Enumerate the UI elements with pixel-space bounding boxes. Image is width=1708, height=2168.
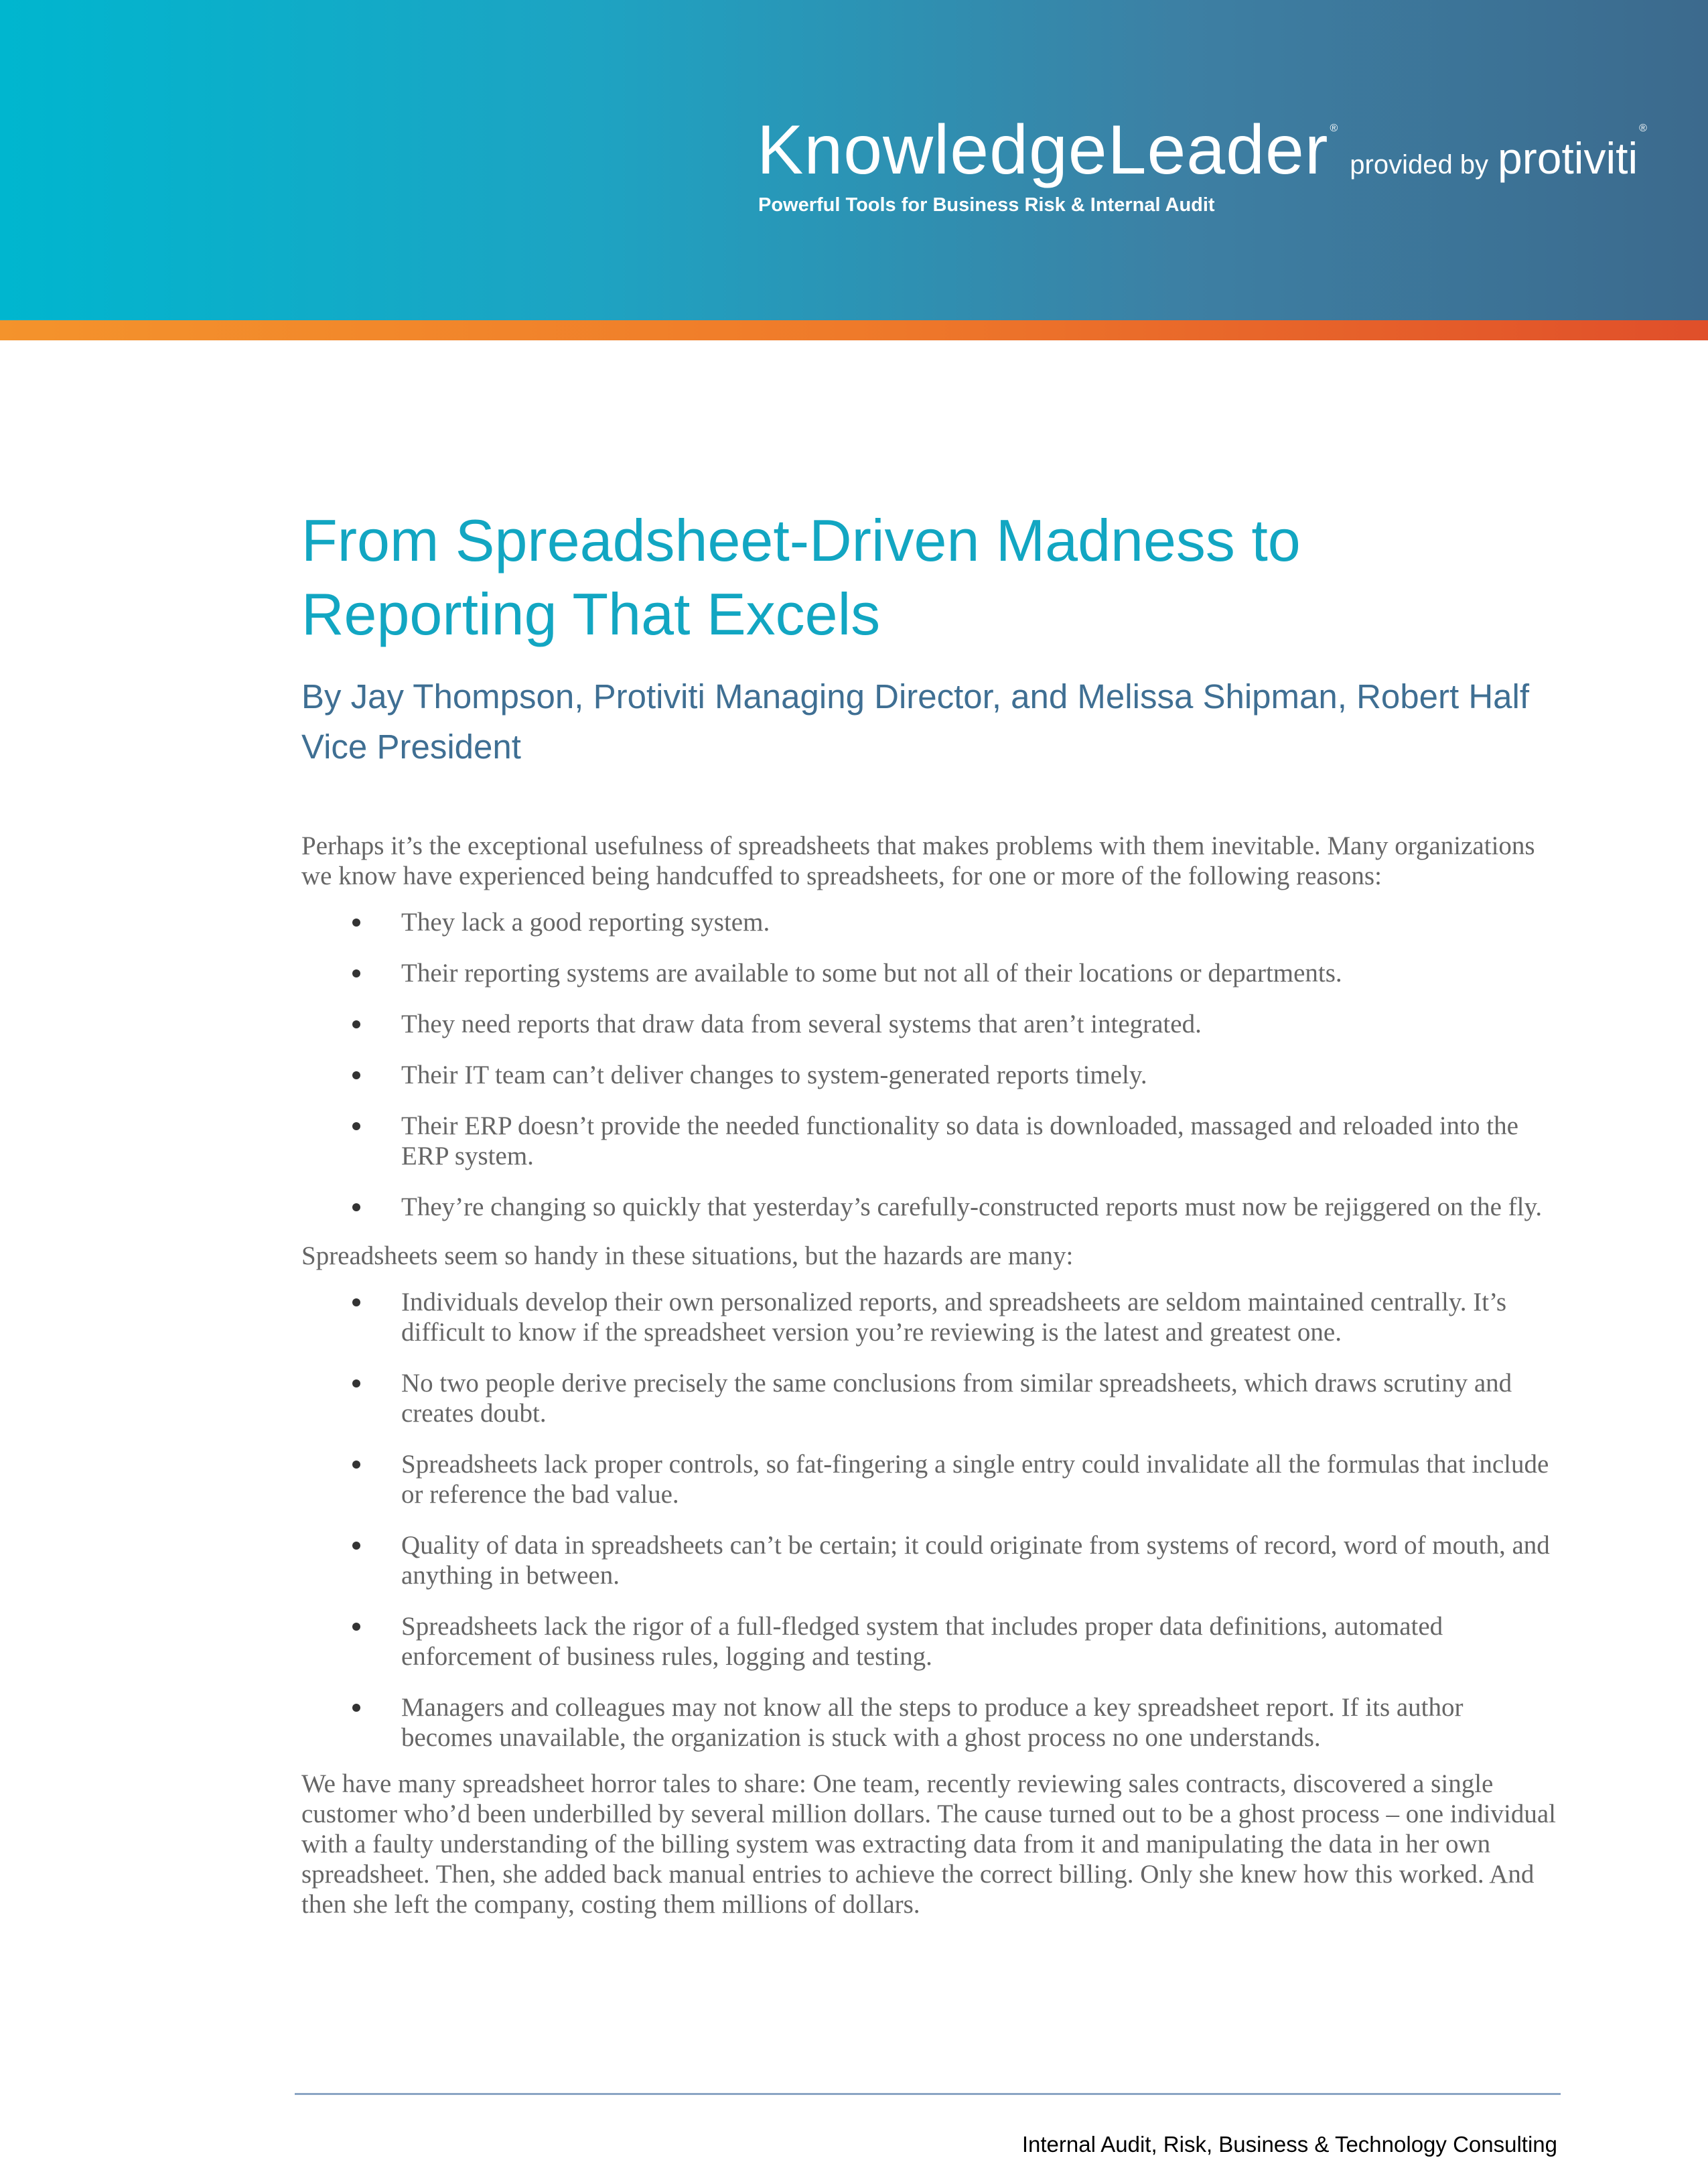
bullet-icon [352, 1203, 360, 1211]
list-item-text: Their IT team can’t deliver changes to system-generated reports timely. [401, 1061, 1147, 1089]
footer-tagline: Internal Audit, Risk, Business & Technology Consulting [1021, 2132, 1557, 2157]
article-body [301, 504, 1561, 1919]
bullet-icon [352, 1020, 360, 1028]
bullet-icon [352, 1122, 360, 1130]
hazards-list [301, 1287, 1561, 1753]
list-item-text: Their ERP doesn’t provide the needed functionality so data is downloaded, massaged and reloaded into the ERP system. [401, 1111, 1518, 1170]
bullet-icon [352, 1298, 360, 1306]
list-item-text: Managers and colleagues may not know all the steps to produce a key spreadsheet report. If its author becomes unavailable, the organization is stuck with a ghost process no one understands. [401, 1693, 1464, 1752]
bullet-icon [352, 1704, 360, 1712]
bullet-icon [352, 969, 360, 977]
bullet-icon [352, 1461, 360, 1469]
list-item-text: They’re changing so quickly that yesterday’s carefully-constructed reports must now be rejiggered on the fly. [401, 1193, 1543, 1221]
brand-company: protiviti [1498, 133, 1638, 183]
list-item [301, 1009, 1561, 1039]
list-item-text: Spreadsheets lack proper controls, so fat-fingering a single entry could invalidate all the formulas that include or reference the bad value. [401, 1450, 1549, 1509]
company-registered-mark: ® [1639, 123, 1647, 134]
list-item-text: They need reports that draw data from several systems that aren’t integrated. [401, 1010, 1202, 1038]
bullet-icon [352, 1379, 360, 1387]
bullet-icon [352, 1071, 360, 1079]
list-item [301, 958, 1561, 988]
list-item-text: Spreadsheets lack the rigor of a full-fledged system that includes proper data definitions, automated enforcement of business rules, logging and testing. [401, 1612, 1443, 1671]
list-item-text: No two people derive precisely the same conclusions from similar spreadsheets, which draws scrutiny and creates doubt. [401, 1369, 1512, 1428]
bullet-icon [352, 919, 360, 927]
intro-paragraph: Perhaps it’s the exceptional usefulness of spreadsheets that makes problems with them inevitable. Many organizations we know have experienced being handcuffed to spreadsheets, for one or more of the following reasons: [301, 831, 1535, 890]
list-item [301, 1611, 1561, 1672]
reasons-list [301, 907, 1561, 1222]
brand-tagline: Powerful Tools for Business Risk & Internal Audit [758, 194, 1215, 216]
list-item-text: Quality of data in spreadsheets can’t be certain; it could originate from systems of record, word of mouth, and anything in between. [401, 1531, 1550, 1590]
list-item [301, 1530, 1561, 1590]
list-item [301, 1692, 1561, 1753]
list-item [301, 1368, 1561, 1428]
brand-logo [757, 111, 1647, 190]
closing-paragraph: We have many spreadsheet horror tales to share: One team, recently reviewing sales contracts, discovered a single customer who’d been underbilled by several million dollars. The cause turned out to be a ghost process – one individual with a faulty understanding of the billing system was extracting data from it and manipulating the data in her own spreadsheet. Then, she added back manual entries to achieve the correct billing. Only she knew how this worked. And then she left the company, costing them millions of dollars. [301, 1769, 1556, 1919]
brand-registered-mark: ® [1330, 123, 1338, 134]
list-item-text: They lack a good reporting system. [401, 908, 770, 937]
list-item [301, 1287, 1561, 1347]
bullet-icon [352, 1623, 360, 1631]
list-item [301, 1449, 1561, 1509]
list-item-text: Their reporting systems are available to some but not all of their locations or departments. [401, 959, 1342, 988]
brand-provided-by: provided by [1350, 150, 1489, 180]
list-item-text: Individuals develop their own personalized reports, and spreadsheets are seldom maintained centrally. It’s difficult to know if the spreadsheet version you’re reviewing is the latest and greatest one. [401, 1288, 1507, 1347]
brand-name: KnowledgeLeader [757, 111, 1329, 189]
header-accent-stripe [0, 320, 1708, 340]
list-item [301, 1111, 1561, 1171]
list-item [301, 1060, 1561, 1090]
list-item [301, 907, 1561, 937]
bullet-icon [352, 1542, 360, 1550]
hazards-intro-paragraph: Spreadsheets seem so handy in these situations, but the hazards are many: [301, 1241, 1074, 1270]
article-byline: By Jay Thompson, Protiviti Managing Director, and Melissa Shipman, Robert Half Vice President [301, 677, 1530, 766]
footer-divider [295, 2093, 1561, 2095]
list-item [301, 1192, 1561, 1222]
article-title: From Spreadsheet-Driven Madness to Reporting That Excels [301, 507, 1301, 647]
